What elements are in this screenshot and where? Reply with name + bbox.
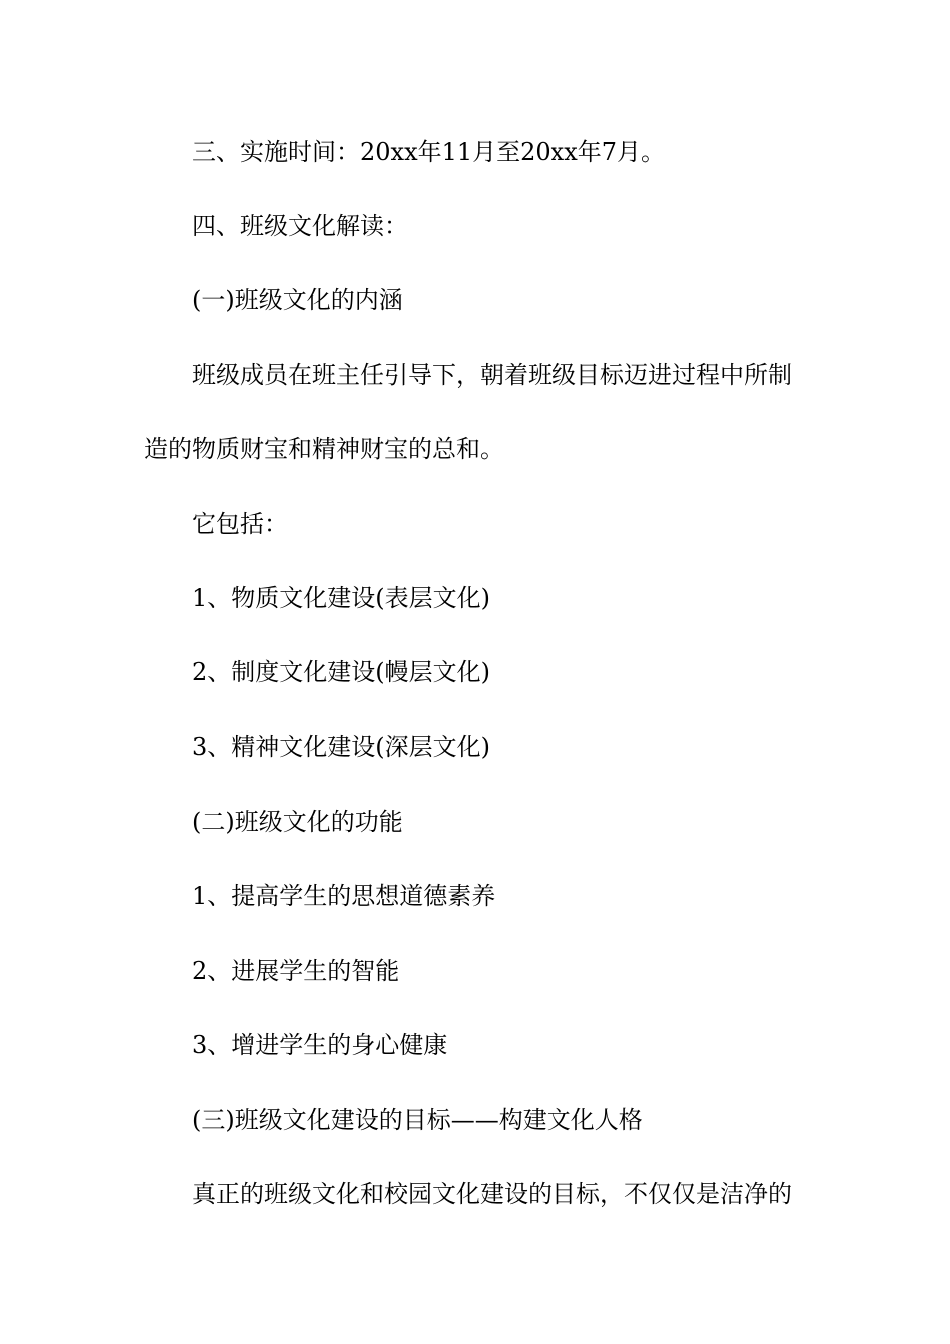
text-line-list-item-material: 1、物质文化建设(表层文化): [192, 584, 490, 612]
text-line-list-item-spirit: 3、精神文化建设(深层文化): [192, 733, 490, 761]
text-line-function-two: 2、进展学生的智能: [192, 957, 400, 985]
text-line-paragraph-one-end: 造的物质财宝和精神财宝的总和。: [144, 435, 504, 463]
text-line-subsection-three-heading: (三)班级文化建设的目标——构建文化人格: [192, 1106, 643, 1134]
text-line-implementation-time: 三、实施时间：20xx年11月至20xx年7月。: [192, 138, 666, 166]
text-line-paragraph-two-start: 真正的班级文化和校园文化建设的目标，不仅仅是洁净的: [192, 1180, 792, 1208]
text-line-function-three: 3、增进学生的身心健康: [192, 1031, 448, 1059]
text-line-subsection-two-heading: (二)班级文化的功能: [192, 808, 403, 836]
text-line-subsection-one-heading: (一)班级文化的内涵: [192, 286, 403, 314]
text-line-includes: 它包括：: [192, 510, 288, 538]
text-line-section-four-heading: 四、班级文化解读：: [192, 212, 408, 240]
text-line-function-one: 1、提高学生的思想道德素养: [192, 882, 496, 910]
text-line-list-item-system: 2、制度文化建设(幔层文化): [192, 658, 490, 686]
text-line-paragraph-one-start: 班级成员在班主任引导下，朝着班级目标迈进过程中所制: [192, 361, 792, 389]
